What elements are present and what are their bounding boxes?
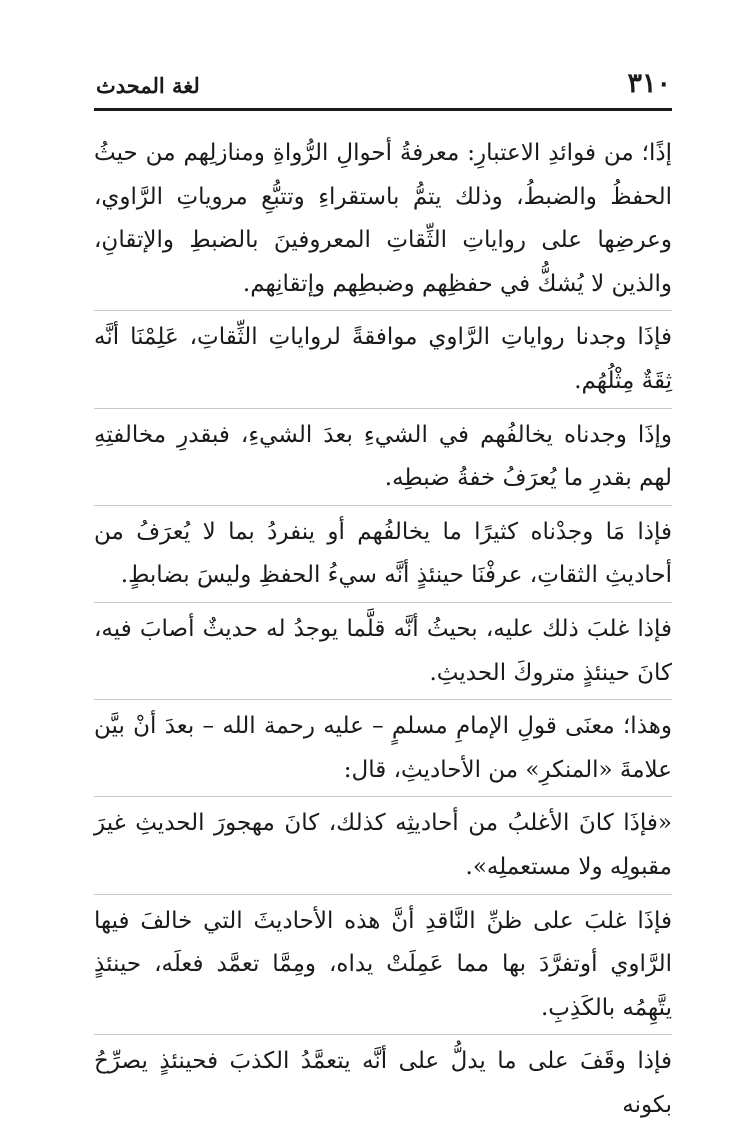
paragraph-separator (94, 408, 672, 409)
paragraph: فإذا وقَفَ على ما يدلُّ على أنَّه يتعمَّدُ الكذبَ فحينئذٍ يصرِّحُ بكونه (94, 1048, 672, 1118)
paragraph-separator (94, 1034, 672, 1035)
paragraph: فإذا غلبَ ذلك عليه، بحيثُ أنَّه قلَّما يوجدُ له حديثٌ أصابَ فيه، كانَ حينئذٍ متروكَ الحديثِ. (94, 615, 672, 686)
paragraph: فإذا مَا وجدْناه كثيرًا ما يخالفُهم أو ينفردُ بما لا يُعرَفُ من أحاديثِ الثقاتِ، عرفْنَا حينئذٍ أنَّه سيءُ الحفظِ وليسَ بضابطٍ. (94, 518, 672, 589)
paragraph-separator (94, 310, 672, 311)
paragraph: إذًا؛ من فوائدِ الاعتبارِ: معرفةُ أحوالِ الرُّواةِ ومنازلِهم من حيثُ الحفظُ والضبطُ، وذلك يتمُّ باستقراءِ وتتبُّعِ مروياتِ الرَّاوي، وعرضِها على رواياتِ الثِّقاتِ المعروفينَ بالضبطِ والإتقانِ، والذين لا يُشكُّ في حفظِهم وضبطِهم وإتقانِهم. (94, 140, 672, 297)
header-rule (94, 108, 672, 111)
quotation-paragraph: «فإذَا كانَ الأغلبُ من أحاديثِه كذلك، كانَ مهجورَ الحديثِ غيرَ مقبولِه ولا مستعملِه». (94, 810, 672, 880)
page-header (96, 66, 671, 106)
paragraph-separator (94, 602, 672, 603)
body-text (94, 132, 672, 1127)
running-title: لغة المحدث (96, 73, 200, 98)
paragraph-separator (94, 796, 672, 797)
paragraph: فإذَا وجدنا رواياتِ الرَّاوي موافقةً لرواياتِ الثِّقاتِ، عَلِمْنَا أنَّه ثِقَةٌ مِثْلُهُم. (94, 324, 672, 394)
paragraph-separator (94, 505, 672, 506)
paragraph: وإذَا وجدناه يخالفُهم في الشيءِ بعدَ الشيءِ، فبقدرِ مخالفتِهِ لهم بقدرِ ما يُعرَفُ خفةُ ضبطِه. (94, 421, 672, 492)
paragraph: فإذَا غلبَ على ظنِّ النَّاقدِ أنَّ هذه الأحاديثَ التي خالفَ فيها الرَّاوي أوتفرَّدَ بها مما عَمِلَتْ يداه، ومِمَّا تعمَّد فعلَه، حينئذٍ يتَّهِمُه بالكَذِبِ. (94, 907, 672, 1021)
page-number: ٣١٠ (627, 68, 671, 99)
paragraph-separator (94, 894, 672, 895)
paragraph: وهذا؛ معنَى قولِ الإمامِ مسلمٍ – عليه رحمة الله – بعدَ أنْ بيَّن علامةَ «المنكرِ» من الأحاديثِ، قال: (94, 713, 672, 783)
paragraph-separator (94, 699, 672, 700)
